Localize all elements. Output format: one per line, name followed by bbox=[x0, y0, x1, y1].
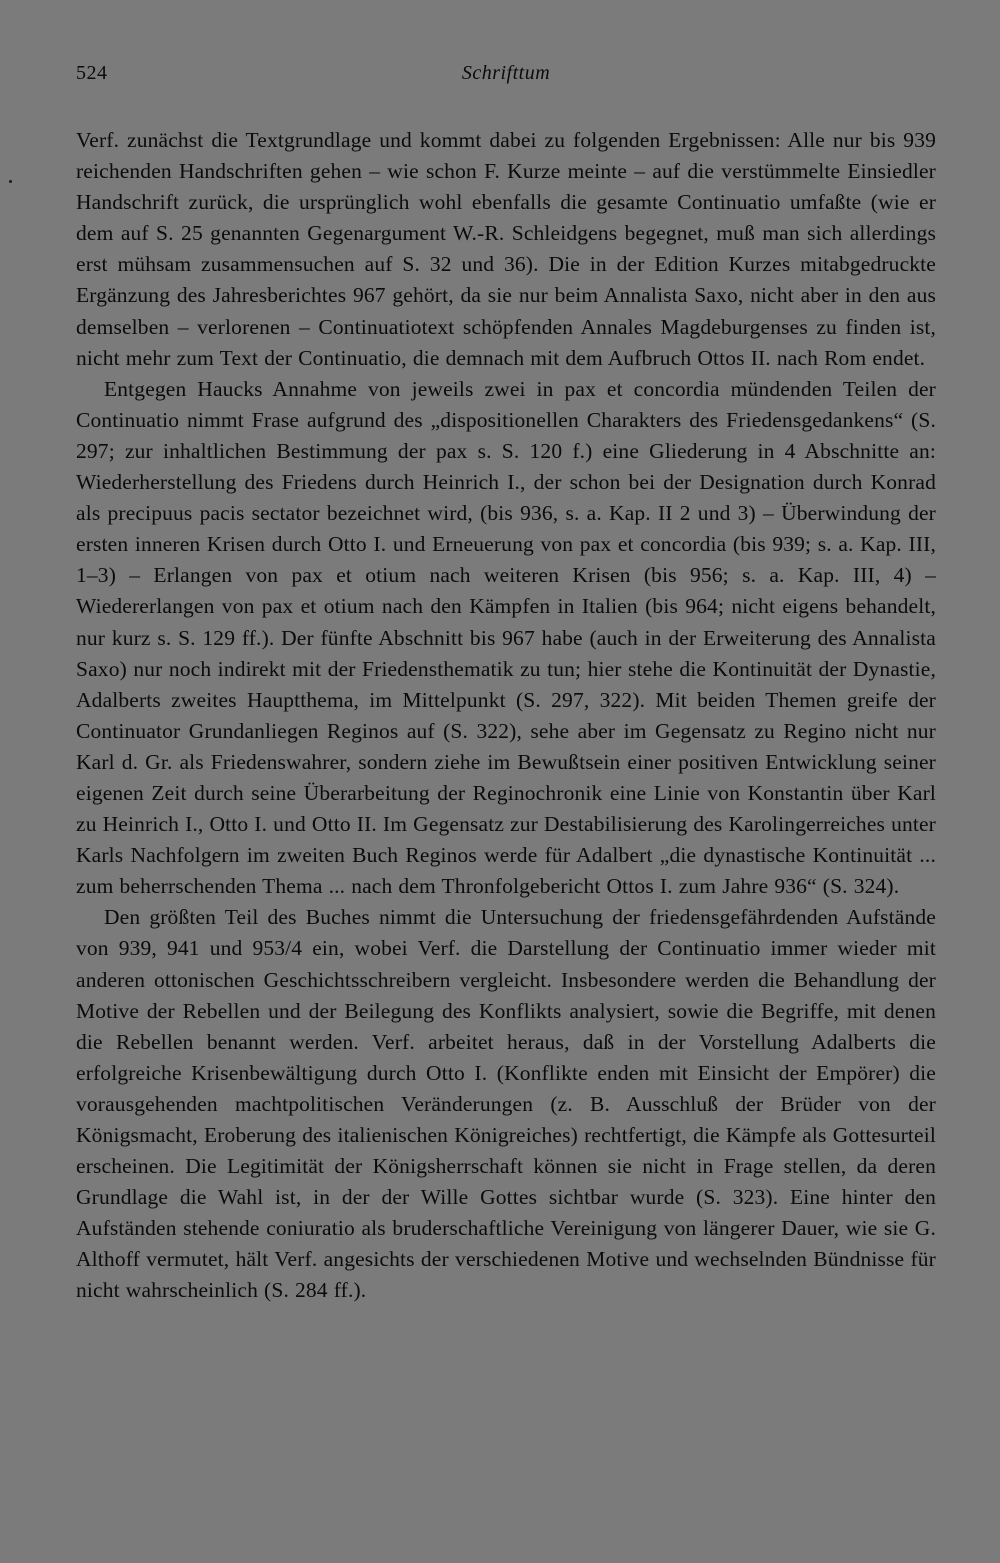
running-header bbox=[76, 62, 936, 88]
body-text bbox=[76, 125, 936, 1307]
page-number: 524 bbox=[76, 62, 108, 84]
paragraph-structure: Entgegen Haucks Annahme von jeweils zwei in pax et concordia mündenden Teilen der Continuatio nimmt Frase aufgrund des „dispositionellen Charakters des Friedensgedankens“ (S. 297; zur inhaltlichen Bestimmung der pax s. S. 120 f.) eine Gliederung in 4 Abschnitte an: Wiederherstellung des Friedens durch Heinrich I., der schon bei der Designation durch Konrad als precipuus pacis sectator bezeichnet wird, (bis 936, s. a. Kap. II 2 und 3) – Überwindung der ersten inneren Krisen durch Otto I. und Erneuerung von pax et concordia (bis 939; s. a. Kap. III, 1–3) – Erlangen von pax et otium nach weiteren Krisen (bis 956; s. a. Kap. III, 4) – Wiedererlangen von pax et otium nach den Kämpfen in Italien (bis 964; nicht eigens behandelt, nur kurz s. S. 129 ff.). Der fünfte Abschnitt bis 967 habe (auch in der Erweiterung des Annalista Saxo) nur noch indirekt mit der Friedensthematik zu tun; hier stehe die Kontinuität der Dynastie, Adalberts zweites Hauptthema, im Mittelpunkt (S. 297, 322). Mit beiden Themen greife der Continuator Grundanliegen Reginos auf (S. 322), sehe aber im Gegensatz zu Regino nicht nur Karl d. Gr. als Friedenswahrer, sondern ziehe im Bewußtsein einer positiven Entwicklung seiner eigenen Zeit durch seine Überarbeitung der Reginochronik eine Linie von Konstantin über Karl zu Heinrich I., Otto I. und Otto II. Im Gegensatz zur Destabilisierung des Karolingerreiches unter Karls Nachfolgern im zweiten Buch Reginos werde für Adalbert „die dynastische Kontinuität ... zum beherrschenden Thema ... nach dem Thronfolgebericht Ottos I. zum Jahre 936“ (S. 324). bbox=[76, 376, 936, 899]
running-title: Schrifttum bbox=[461, 62, 551, 84]
paragraph-uprisings: Den größten Teil des Buches nimmt die Untersuchung der friedensgefährdenden Aufstände von 939, 941 und 953/4 ein, wobei Verf. die Darstellung der Continuatio immer wieder mit anderen ottonischen Geschichtsschreibern vergleicht. Insbesondere werden die Behandlung der Motive der Rebellen und der Beilegung des Konflikts analysiert, sowie die Begriffe, mit denen die Rebellen benannt werden. Verf. arbeitet heraus, daß in der Vorstellung Adalberts die erfolgreiche Krisenbewältigung durch Otto I. (Konflikte enden mit Einsicht der Empörer) die vorausgehenden machtpolitischen Veränderungen (z. B. Ausschluß der Brüder von der Königsmacht, Eroberung des italienischen Königreiches) rechtfertigt, die Kämpfe als Gottesurteil erscheinen. Die Legitimität der Königsherrschaft können sie nicht in Frage stellen, da deren Grundlage die Wahl ist, in der der Wille Gottes sichtbar wurde (S. 323). Eine hinter den Aufständen stehende coniuratio als bruderschaftliche Vereinigung von längerer Dauer, wie sie G. Althoff vermutet, hält Verf. angesichts der verschiedenen Motive und wechselnden Bündnisse für nicht wahrscheinlich (S. 284 ff.). bbox=[76, 905, 936, 1303]
scan-speck bbox=[9, 180, 12, 183]
paragraph-continuation: Verf. zunächst die Textgrundlage und kommt dabei zu folgenden Ergebnissen: Alle nur bis 939 reichenden Handschriften gehen – wie schon F. Kurze meinte – auf die verstümmelte Einsiedler Handschrift zurück, die ursprünglich wohl ebenfalls die gesamte Continuatio umfaßte (wie er dem auf S. 25 genannten Gegenargument W.-R. Schleidgens begegnet, muß man sich allerdings erst mühsam zusammensuchen auf S. 32 und 36). Die in der Edition Kurzes mitabgedruckte Ergänzung des Jahresberichtes 967 gehört, da sie nur beim Annalista Saxo, nicht aber in den aus demselben – verlorenen – Continuatiotext schöpfenden Annales Magdeburgenses zu finden ist, nicht mehr zum Text der Continuatio, die demnach mit dem Aufbruch Ottos II. nach Rom endet. bbox=[76, 128, 936, 370]
